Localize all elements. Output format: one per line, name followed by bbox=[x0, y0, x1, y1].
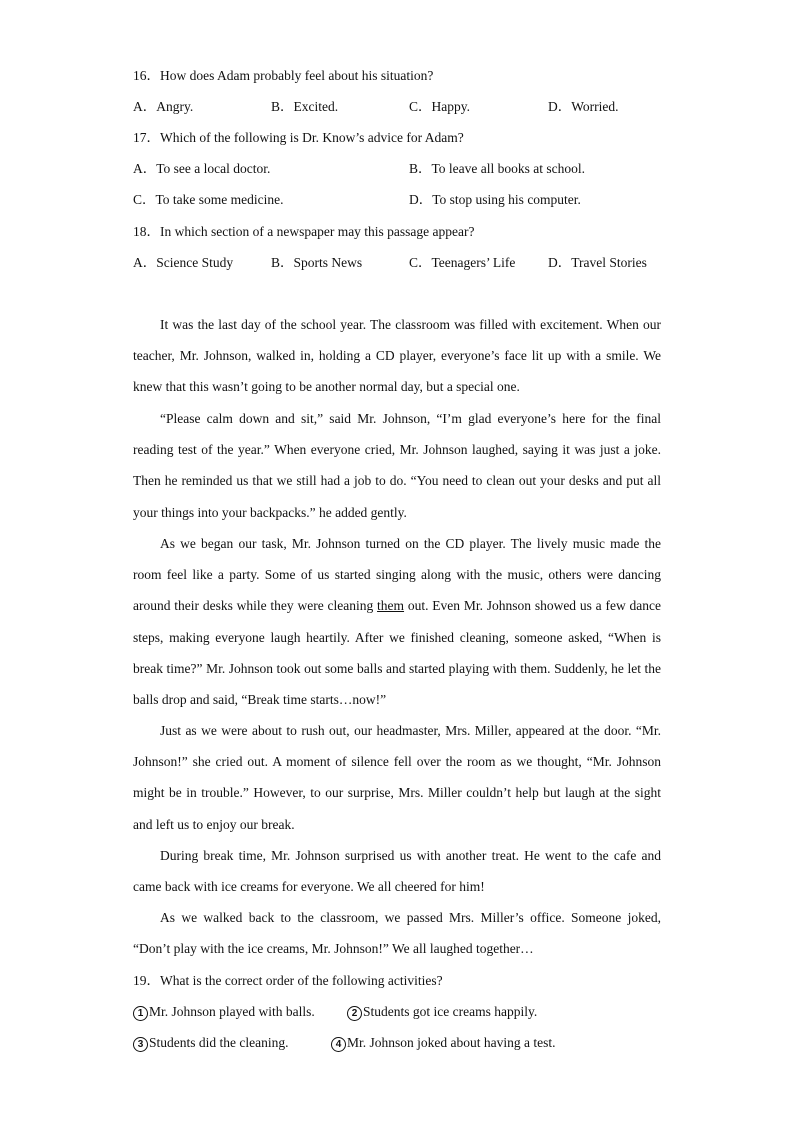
p3-text-before: As we began our task, Mr. Johnson turned on the CD player. The lively music made the room feel like a party. Some of us started singing along with the music, others were dancing around their desks while they were cleaning bbox=[133, 536, 661, 614]
q18-option-d: D．Travel Stories bbox=[548, 255, 647, 270]
q19-item-3 bbox=[133, 1034, 288, 1052]
passage-paragraph-1: It was the last day of the school year. The classroom was filled with excitement. When our teacher, Mr. Johnson, walked in, holding a CD player, everyone’s face lit up with a smile. We knew that this wasn’t going to be another normal day, but a special one. bbox=[133, 317, 661, 395]
passage-paragraph-4: Just as we were about to rush out, our headmaster, Mrs. Miller, appeared at the door. “Mr. Johnson!” she cried out. A moment of silence fell over the room as we thought, “Mr. Johnson might be in trouble.” However, to our surprise, Mrs. Miller couldn’t help but laugh at the sight and left us to enjoy our break. bbox=[133, 723, 661, 832]
q19-item-2-text: Students got ice creams happily. bbox=[363, 1004, 538, 1019]
question-19-stem: 19．What is the correct order of the following activities? bbox=[133, 973, 443, 988]
q19-item-3-text: Students did the cleaning. bbox=[149, 1035, 289, 1050]
q16-option-a: A．Angry. bbox=[133, 99, 194, 114]
q19-item-2 bbox=[347, 1003, 537, 1021]
underlined-word-them: them bbox=[377, 598, 405, 614]
q16-option-d: D．Worried. bbox=[548, 99, 619, 114]
q19-item-1-text: Mr. Johnson played with balls. bbox=[149, 1004, 315, 1019]
q16-option-b: B．Excited. bbox=[271, 99, 339, 114]
passage-paragraph-6: As we walked back to the classroom, we passed Mrs. Miller’s office. Someone joked, “Don’t play with the ice creams, Mr. Johnson!” We all laughed together… bbox=[133, 910, 661, 957]
question-16-stem: 16．How does Adam probably feel about his situation? bbox=[133, 68, 434, 83]
circled-number-1: 1 bbox=[133, 1006, 148, 1021]
circled-number-4: 4 bbox=[331, 1037, 346, 1052]
q19-item-4 bbox=[331, 1034, 555, 1052]
q19-item-4-text: Mr. Johnson joked about having a test. bbox=[347, 1035, 556, 1050]
q17-option-a: A．To see a local doctor. bbox=[133, 161, 271, 176]
q18-option-b: B．Sports News bbox=[271, 255, 363, 270]
q19-item-1 bbox=[133, 1003, 315, 1021]
q18-option-a: A．Science Study bbox=[133, 255, 234, 270]
q17-option-b: B．To leave all books at school. bbox=[409, 161, 586, 176]
question-17-stem: 17．Which of the following is Dr. Know’s advice for Adam? bbox=[133, 130, 464, 145]
passage-paragraph-3 bbox=[133, 528, 661, 715]
q16-option-c: C．Happy. bbox=[409, 99, 470, 114]
q17-option-d: D．To stop using his computer. bbox=[409, 192, 581, 207]
p3-text-after: out. Even Mr. Johnson showed us a few dance steps, making everyone laugh heartily. After we finished cleaning, someone asked, “When is break time?” Mr. Johnson took out some balls and started playing with them. Suddenly, he let the balls drop and said, “Break time starts…now!” bbox=[133, 598, 661, 708]
circled-number-3: 3 bbox=[133, 1037, 148, 1052]
passage-paragraph-5: During break time, Mr. Johnson surprised us with another treat. He went to the cafe and came back with ice creams for everyone. We all cheered for him! bbox=[133, 848, 661, 895]
q17-option-c: C．To take some medicine. bbox=[133, 192, 284, 207]
question-18-stem: 18．In which section of a newspaper may this passage appear? bbox=[133, 224, 475, 239]
passage-paragraph-2: “Please calm down and sit,” said Mr. Johnson, “I’m glad everyone’s here for the final reading test of the year.” When everyone cried, Mr. Johnson laughed, saying it was just a joke. Then he reminded us that we still had a job to do. “You need to clean out your desks and put all your things into your backpacks.” he added gently. bbox=[133, 411, 661, 520]
circled-number-2: 2 bbox=[347, 1006, 362, 1021]
q18-option-c: C．Teenagers’ Life bbox=[409, 255, 516, 270]
